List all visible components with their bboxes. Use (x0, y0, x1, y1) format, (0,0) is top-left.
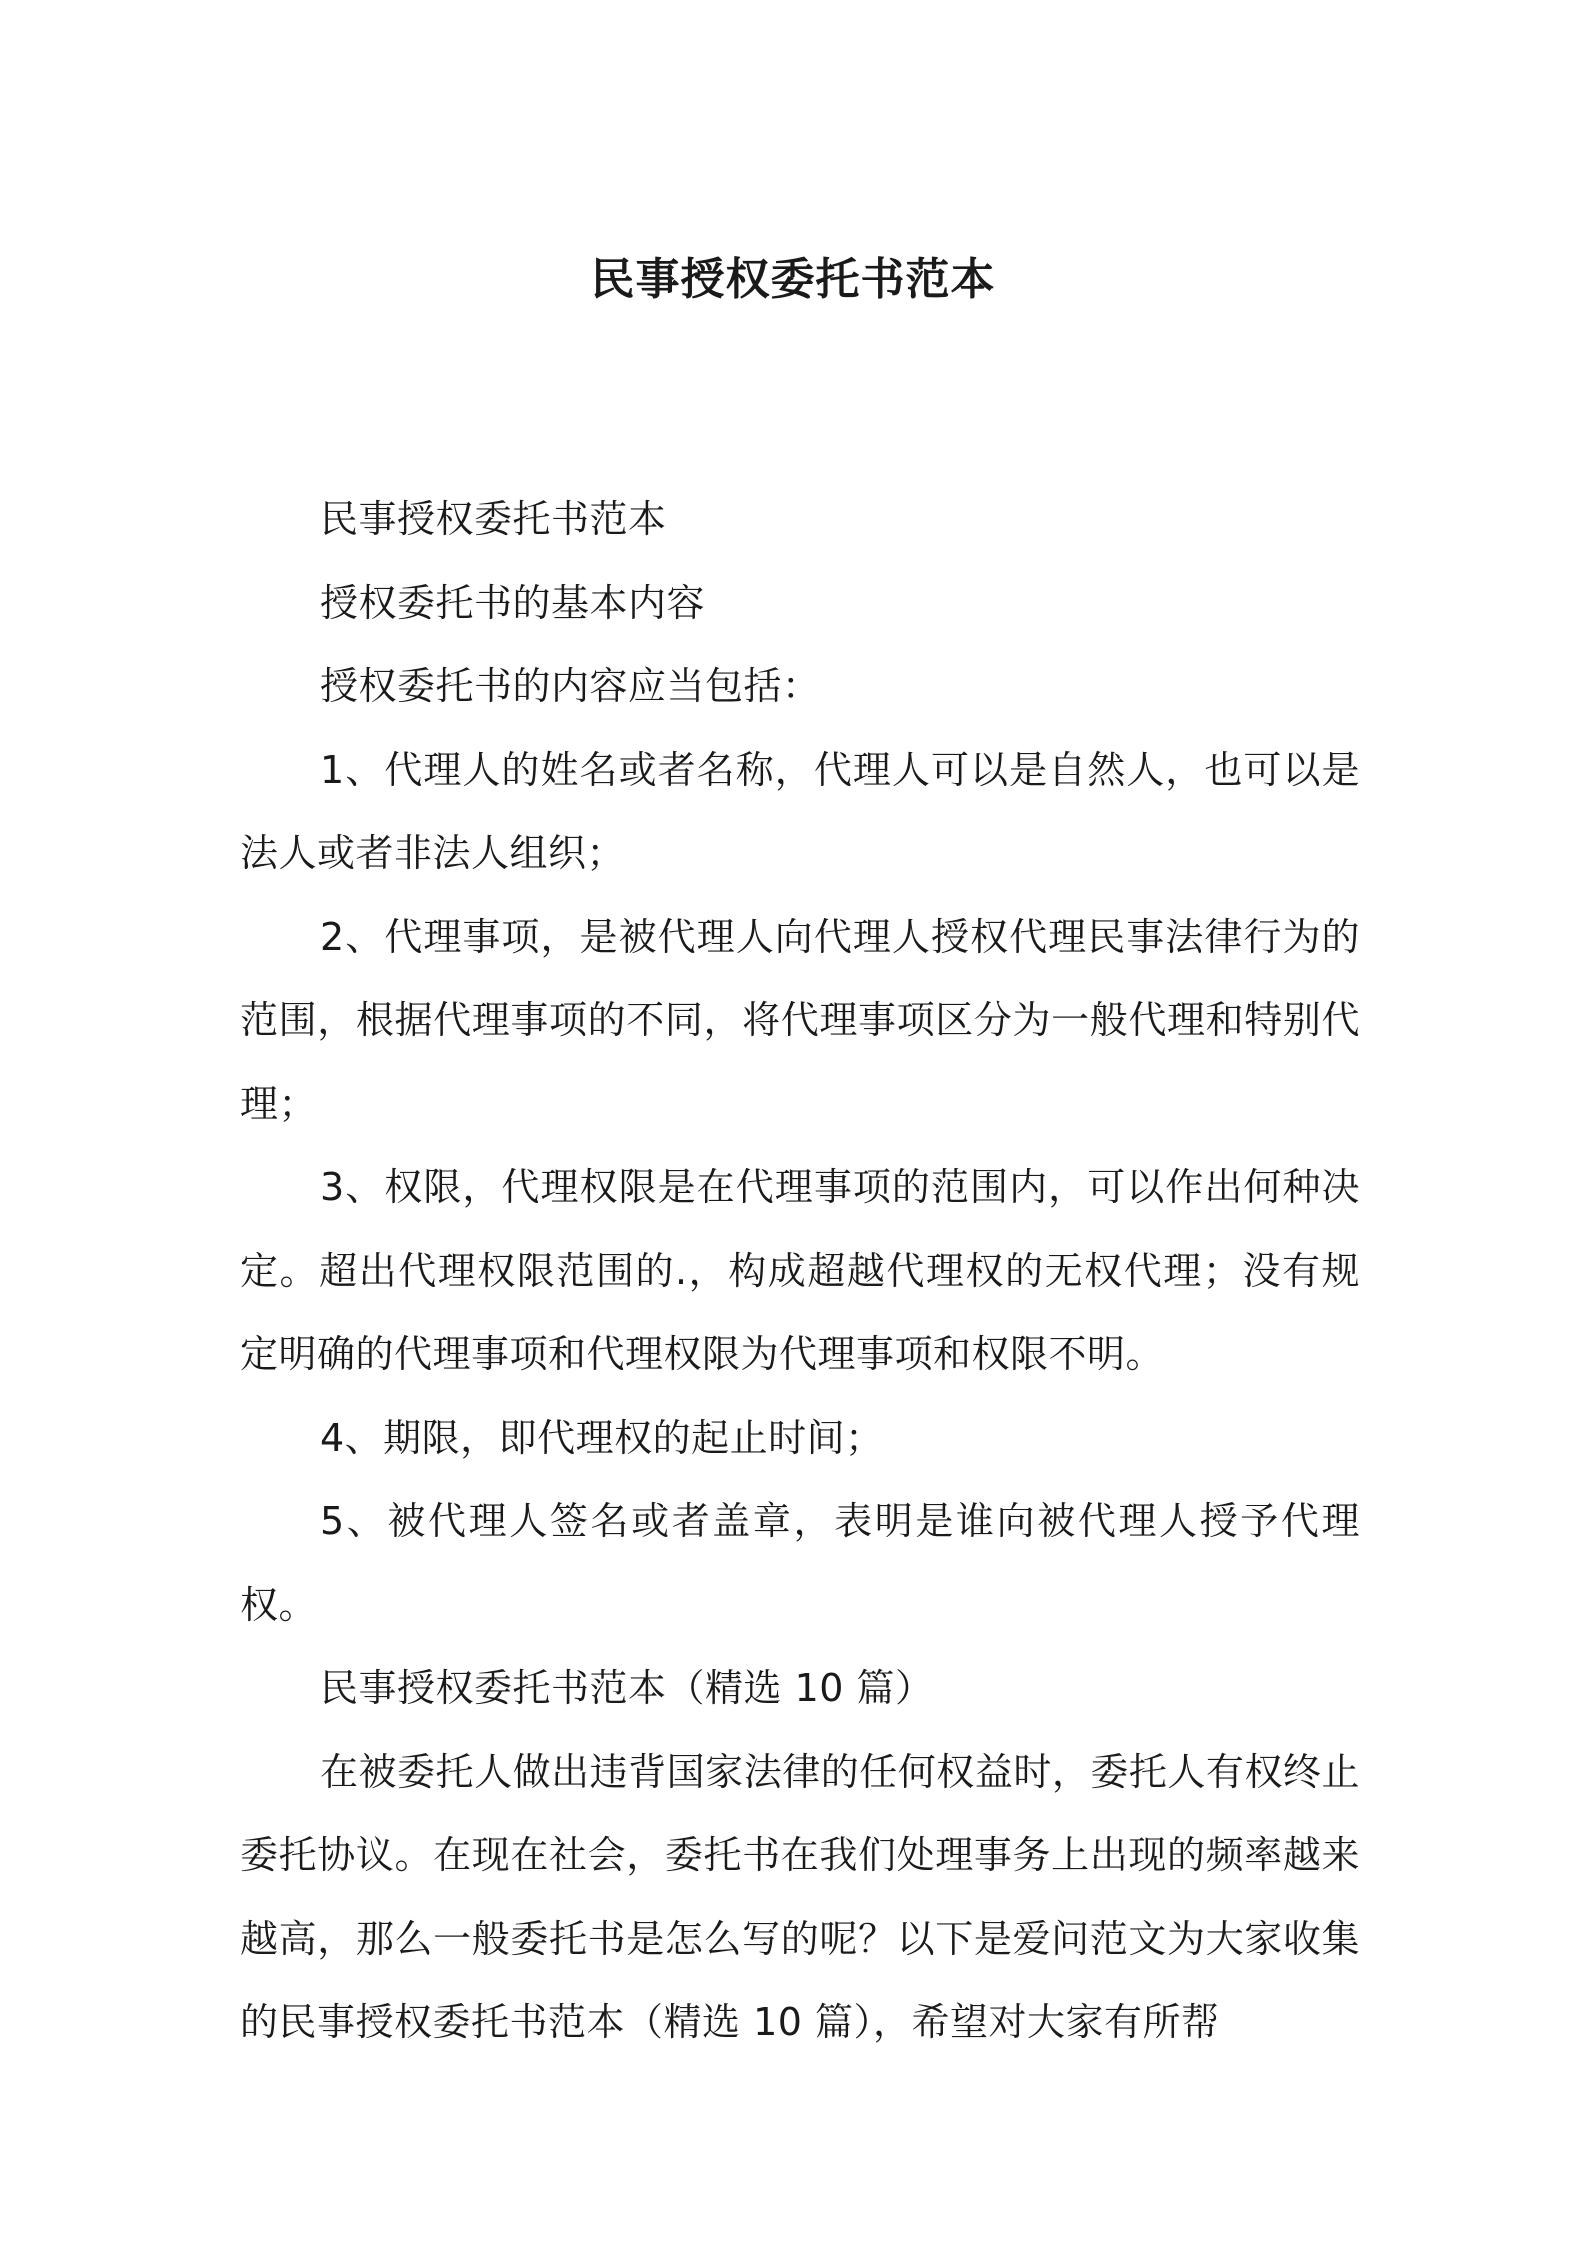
document-body (240, 478, 1360, 2065)
paragraph-item-2: 2、代理事项，是被代理人向代理人授权代理民事法律行为的范围，根据代理事项的不同，将代理事项区分为一般代理和特别代理； (240, 914, 1360, 1126)
document-title: 民事授权委托书范本 (590, 254, 996, 305)
paragraph-item-1: 1、代理人的姓名或者名称，代理人可以是自然人，也可以是法人或者非法人组织； (240, 747, 1360, 875)
paragraph-item-3: 3、权限，代理权限是在代理事项的范围内，可以作出何种决定。超出代理权限范围的.，构成超越代理权的无权代理；没有规定明确的代理事项和代理权限为代理事项和权限不明。 (240, 1165, 1360, 1376)
paragraph-item-4: 4、期限，即代理权的起止时间； (320, 1415, 884, 1460)
paragraph-section-heading: 授权委托书的基本内容 (320, 580, 706, 625)
paragraph-collection-heading: 民事授权委托书范本（精选 10 篇） (320, 1666, 934, 1710)
paragraph-intro: 授权委托书的内容应当包括： (320, 664, 821, 708)
paragraph-item-5: 5、被代理人签名或者盖章，表明是谁向被代理人授予代理权。 (240, 1499, 1360, 1627)
paragraph-collection-intro: 在被委托人做出违背国家法律的任何权益时，委托人有权终止委托协议。在现在社会，委托书在我们处理事务上出现的频率越来越高，那么一般委托书是怎么写的呢？以下是爱问范文为大家收集的民事授权委托书范本（精选 10 篇），希望对大家有所帮 (240, 1749, 1360, 2044)
paragraph-subtitle: 民事授权委托书范本 (320, 497, 667, 541)
